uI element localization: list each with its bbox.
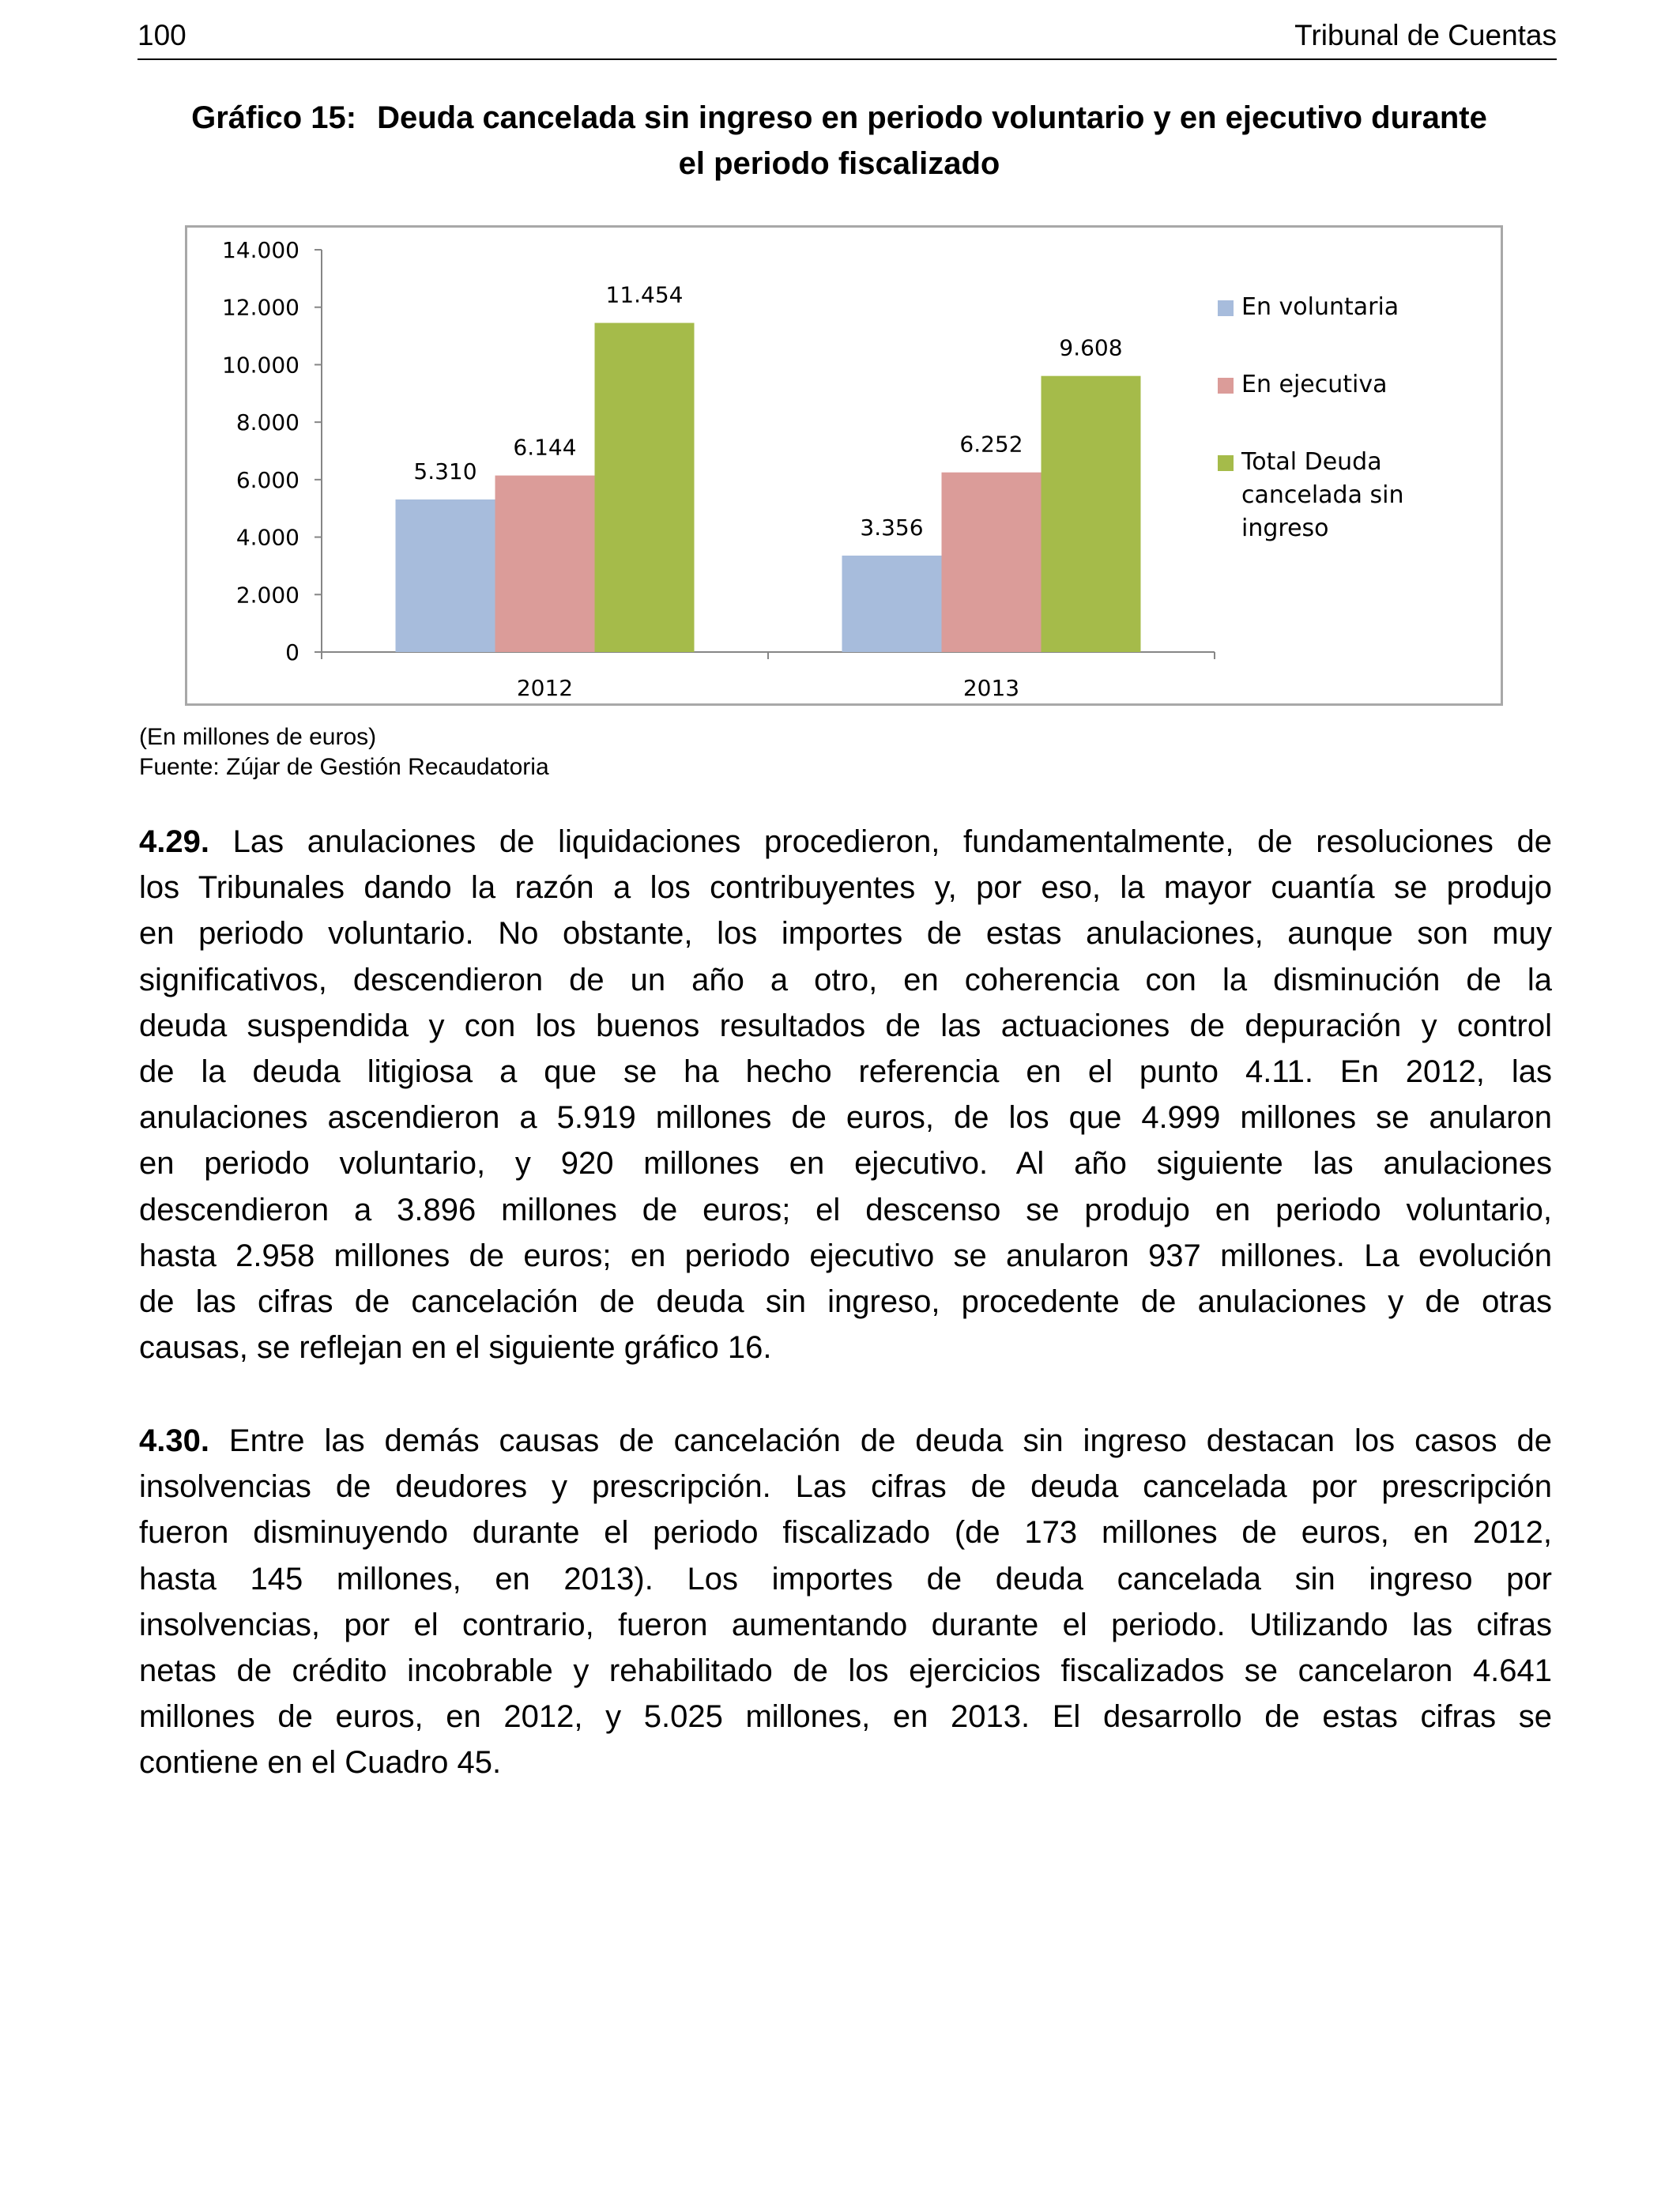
- figure-title-text-1: Deuda cancelada sin ingreso en periodo voluntario y en ejecutivo durante: [377, 100, 1487, 135]
- legend-label-voluntaria: En voluntaria: [1241, 293, 1399, 321]
- paragraph-line: [139, 1418, 1552, 1464]
- paragraph-number: 4.30.: [139, 1423, 209, 1458]
- paragraph-line: netas de crédito incobrable y rehabilitado de los ejercicios fiscalizados se cancelaron 4.641: [139, 1653, 1552, 1689]
- bar: [396, 499, 495, 652]
- paragraph-line: en periodo voluntario, y 920 millones en ejecutivo. Al año siguiente las anulaciones: [139, 1146, 1552, 1182]
- page-number: 100: [137, 19, 186, 51]
- paragraph-4-30: [139, 1418, 1552, 1786]
- figure-notes: [139, 722, 549, 782]
- paragraph-line-text: Entre las demás causas de cancelación de deuda sin ingreso destacan los casos de: [209, 1423, 1552, 1458]
- legend-swatch-total: [1218, 455, 1234, 471]
- data-label: 6.144: [513, 434, 577, 461]
- paragraph-line: descendieron a 3.896 millones de euros; el descenso se produjo en periodo voluntario,: [139, 1192, 1552, 1227]
- legend-label-total-line-1: Total Deuda: [1241, 448, 1382, 476]
- x-tick-label: 2012: [516, 675, 574, 701]
- figure-title-line-1: [112, 95, 1566, 141]
- legend-swatch-ejecutiva: [1218, 378, 1234, 394]
- bar: [495, 476, 595, 652]
- data-label: 6.252: [959, 431, 1023, 458]
- y-tick-label: 12.000: [222, 294, 299, 321]
- data-label: 3.356: [860, 514, 924, 541]
- legend-item-voluntaria: [1218, 291, 1486, 324]
- y-tick-label: 4.000: [235, 524, 299, 551]
- paragraph-line: deuda suspendida y con los buenos resultados de las actuaciones de depuración y control: [139, 1008, 1552, 1043]
- paragraph-line-text: Las anulaciones de liquidaciones procedieron, fundamentalmente, de resoluciones de: [209, 824, 1552, 859]
- y-tick-label: 14.000: [222, 237, 299, 263]
- legend-item-ejecutiva: [1218, 368, 1486, 401]
- paragraph-number: 4.29.: [139, 824, 209, 859]
- bar-chart: [185, 225, 1503, 706]
- legend-swatch-voluntaria: [1218, 300, 1234, 316]
- paragraph-4-29: [139, 819, 1552, 1370]
- organization-name: Tribunal de Cuentas: [1294, 19, 1557, 51]
- bar: [1042, 376, 1141, 652]
- paragraph-line: significativos, descendieron de un año a otro, en coherencia con la disminución de la: [139, 962, 1552, 997]
- paragraph-line: de la deuda litigiosa a que se ha hecho referencia en el punto 4.11. En 2012, las: [139, 1054, 1552, 1090]
- paragraph-line: contiene en el Cuadro 45.: [139, 1745, 502, 1781]
- paragraph-line: hasta 145 millones, en 2013). Los importes de deuda cancelada sin ingreso por: [139, 1561, 1552, 1596]
- paragraph-line: fueron disminuyendo durante el periodo fiscalizado (de 173 millones de euros, en 2012,: [139, 1515, 1552, 1551]
- paragraph-line: de las cifras de cancelación de deuda sin ingreso, procedente de anulaciones y de otras: [139, 1284, 1552, 1320]
- bar: [942, 473, 1042, 652]
- y-tick-label: 0: [285, 639, 299, 665]
- data-label: 5.310: [413, 458, 477, 484]
- y-tick-label: 8.000: [235, 409, 299, 436]
- chart-legend: [1218, 291, 1486, 590]
- x-tick-label: 2013: [962, 675, 1020, 701]
- figure-title: [112, 95, 1566, 187]
- paragraph-line: anulaciones ascendieron a 5.919 millones de euros, de los que 4.999 millones se anularon: [139, 1100, 1552, 1136]
- source-note: Fuente: Zújar de Gestión Recaudatoria: [139, 754, 549, 780]
- paragraph-line: insolvencias de deudores y prescripción. Las cifras de deuda cancelada por prescripción: [139, 1469, 1552, 1505]
- units-note: (En millones de euros): [139, 724, 377, 750]
- y-tick-label: 6.000: [235, 466, 299, 493]
- paragraph-line: en periodo voluntario. No obstante, los importes de estas anulaciones, aunque son muy: [139, 916, 1552, 952]
- figure-label: Gráfico 15:: [191, 100, 357, 135]
- data-label: 9.608: [1059, 334, 1123, 361]
- paragraph-line: causas, se reflejan en el siguiente gráfico 16.: [139, 1330, 772, 1366]
- paragraph-line: [139, 819, 1552, 865]
- legend-item-total: [1218, 446, 1486, 545]
- paragraph-line: insolvencias, por el contrario, fueron aumentando durante el periodo. Utilizando las cifras: [139, 1607, 1552, 1642]
- paragraph-line: millones de euros, en 2012, y 5.025 millones, en 2013. El desarrollo de estas cifras se: [139, 1699, 1552, 1735]
- legend-label-total-line-2: cancelada sin ingreso: [1241, 481, 1404, 542]
- paragraph-line: los Tribunales dando la razón a los contribuyentes y, por eso, la mayor cuantía se produjo: [139, 870, 1552, 906]
- paragraph-line: hasta 2.958 millones de euros; en periodo ejecutivo se anularon 937 millones. La evolución: [139, 1238, 1552, 1273]
- bar: [595, 323, 695, 652]
- figure-title-line-2: el periodo fiscalizado: [678, 146, 1000, 181]
- bar: [842, 556, 942, 652]
- y-tick-label: 10.000: [222, 352, 299, 379]
- data-label: 11.454: [605, 281, 684, 308]
- legend-label-ejecutiva: En ejecutiva: [1241, 371, 1388, 398]
- y-tick-label: 2.000: [235, 582, 299, 609]
- page-header: [137, 14, 1557, 60]
